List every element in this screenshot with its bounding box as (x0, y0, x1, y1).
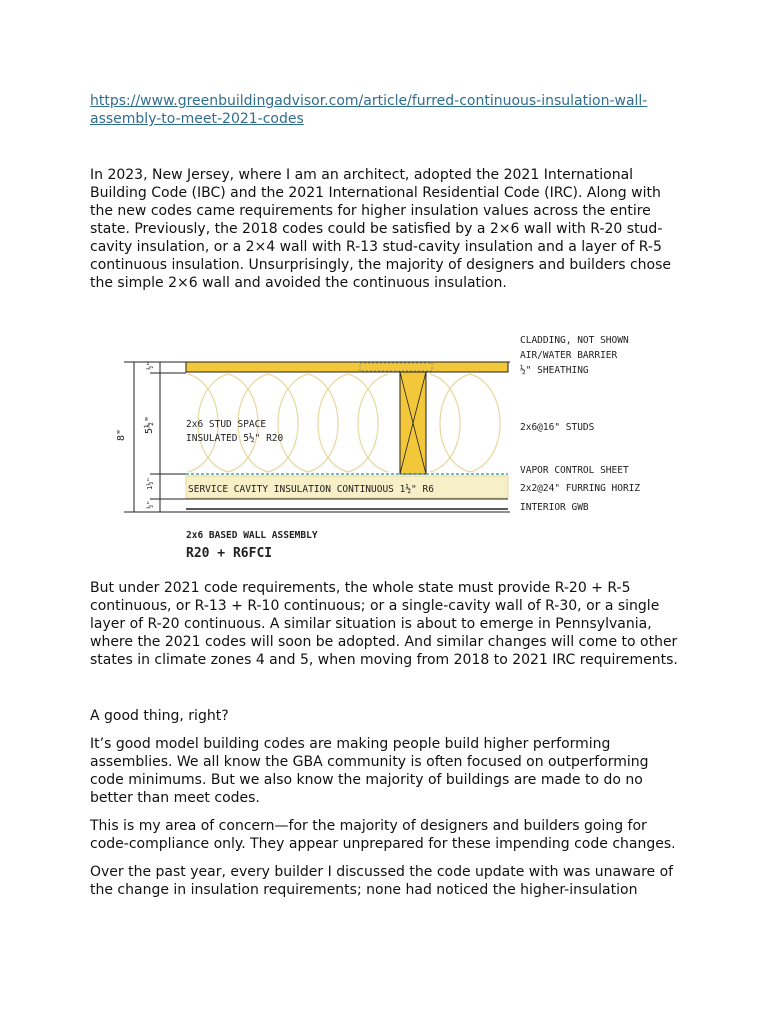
paragraph-model-codes: It’s good model building codes are making people build higher performing assemblies. We all know the GBA community is often focused on outperforming code minimums. But we also know the majority of buildings are made to do no better than meet codes. (90, 736, 649, 806)
paragraph-2021-requirements: But under 2021 code requirements, the whole state must provide R-20 + R-5 continuous, or R-13 + R-10 continuous; or a single-cavity wall of R-30, or a single layer of R-20 continuous. A similar situation is about to emerge in Pennsylvania, where the 2021 codes will soon be adopted. And similar changes will come to other states in climate zones 4 and 5, when moving from 2018 to 2021 IRC requirements. (90, 580, 678, 668)
paragraph-concern: This is my area of concern—for the majority of designers and builders going for code-compliance only. They appear unprepared for these impending code changes. (90, 818, 676, 852)
article-link[interactable]: https://www.greenbuildingadvisor.com/article/furred-continuous-insulation-wall-assembly-to-meet-2021-codes (90, 93, 648, 127)
dim-furring: 1½" (146, 477, 154, 490)
label-furring: 2x2@24" FURRING HORIZ (520, 483, 641, 494)
label-service-cavity: SERVICE CAVITY INSULATION CONTINUOUS 1½" R6 (188, 484, 434, 495)
figure-title: 2x6 BASED WALL ASSEMBLY (186, 530, 318, 541)
paragraph-good-thing: A good thing, right? (90, 708, 229, 724)
paragraph-intro: In 2023, New Jersey, where I am an architect, adopted the 2021 International Building Code (IBC) and the 2021 International Residential Code (IRC). Along with the new codes came requirements for higher insulation values across the entire state. Previously, the 2018 codes could be satisfied by a 2×6 wall with R-20 stud-cavity insulation, or a 2×4 wall with R-13 stud-cavity insulation and a layer of R-5 continuous insulation. Unsurprisingly, the majority of designers and builders chose the simple 2×6 wall and avoided the continuous insulation. (90, 167, 671, 291)
label-cladding: CLADDING, NOT SHOWN (520, 335, 629, 346)
label-stud-space-2: INSULATED 5½" R20 (186, 433, 284, 444)
dim-overall: 8" (116, 428, 127, 441)
dim-sheathing: ½" (146, 361, 154, 370)
label-gwb: INTERIOR GWB (520, 502, 589, 513)
paragraph-past-year: Over the past year, every builder I discussed the code update with was unaware of the change in insulation requirements; none had noticed the higher-insulation (90, 864, 674, 898)
label-stud-space-1: 2x6 STUD SPACE (186, 419, 267, 430)
dimension-labels (116, 362, 155, 509)
label-vapor: VAPOR CONTROL SHEET (520, 465, 629, 476)
label-studs: 2x6@16" STUDS (520, 422, 595, 433)
label-sheathing: ½" SHEATHING (520, 365, 589, 376)
sheathing-layer (186, 362, 508, 372)
dim-gwb: ½" (146, 500, 154, 509)
dim-stud: 5½" (144, 415, 155, 434)
figure-subtitle: R20 + R6FCI (186, 546, 273, 561)
label-air-water: AIR/WATER BARRIER (520, 350, 618, 361)
wall-assembly-diagram (110, 326, 680, 566)
